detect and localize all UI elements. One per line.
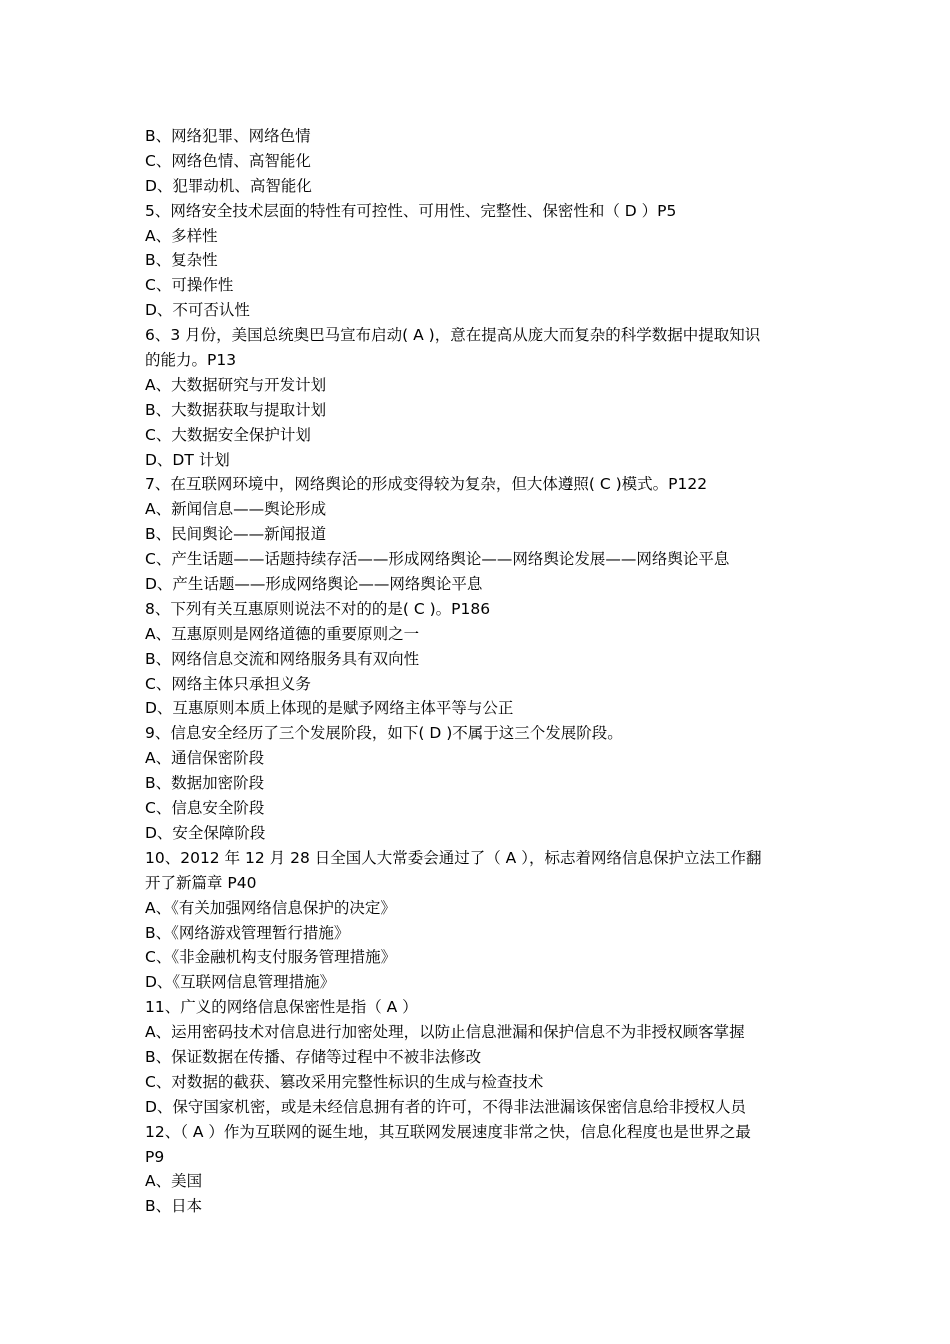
- question-11: 11、广义的网络信息保密性是指（ A ）: [145, 998, 418, 1017]
- option-line: A、大数据研究与开发计划: [145, 375, 327, 394]
- option-line: D、不可否认性: [145, 301, 250, 320]
- option-line: A、运用密码技术对信息进行加密处理，以防止信息泄漏和保护信息不为非授权顾客掌握: [145, 1023, 745, 1042]
- option-line: B、保证数据在传播、存储等过程中不被非法修改: [145, 1047, 482, 1066]
- option-line: A、通信保密阶段: [145, 749, 265, 768]
- option-line: B、网络犯罪、网络色情: [145, 127, 311, 145]
- option-line: B、数据加密阶段: [145, 774, 265, 793]
- question-6-continued: 的能力。P13: [145, 351, 237, 370]
- option-line: A、多样性: [145, 226, 218, 245]
- question-8: 8、下列有关互惠原则说法不对的的是( C )。P186: [145, 599, 491, 618]
- option-line: B、民间舆论——新闻报道: [145, 525, 327, 544]
- option-line: D、保守国家机密，或是未经信息拥有者的许可，不得非法泄漏该保密信息给非授权人员: [145, 1097, 746, 1116]
- question-6: 6、3 月份，美国总统奥巴马宣布启动( A )，意在提高从庞大而复杂的科学数据中提取知识: [145, 326, 761, 345]
- option-line: C、产生话题——话题持续存活——形成网络舆论——网络舆论发展——网络舆论平息: [145, 550, 730, 569]
- option-line: C、网络主体只承担义务: [145, 674, 311, 693]
- option-line: A、新闻信息——舆论形成: [145, 500, 327, 519]
- question-7: 7、在互联网环境中，网络舆论的形成变得较为复杂，但大体遵照( C )模式。P122: [145, 475, 708, 494]
- option-line: D、互惠原则本质上体现的是赋予网络主体平等与公正: [145, 699, 514, 718]
- option-line: C、大数据安全保护计划: [145, 425, 311, 444]
- option-line: B、日本: [145, 1197, 203, 1216]
- option-line: B、复杂性: [145, 251, 218, 270]
- question-10: 10、2012 年 12 月 28 日全国人大常委会通过了（ A ），标志着网络信息保护立法工作翻: [145, 848, 762, 867]
- option-line: D、安全保障阶段: [145, 823, 266, 842]
- option-line: A、互惠原则是网络道德的重要原则之一: [145, 624, 420, 643]
- question-12: 12、（ A ）作为互联网的诞生地，其互联网发展速度非常之快，信息化程度也是世界之最: [145, 1122, 751, 1141]
- option-line: D、犯罪动机、高智能化: [145, 176, 312, 195]
- option-line: B、大数据获取与提取计划: [145, 400, 327, 419]
- question-10-continued: 开了新篇章 P40: [145, 873, 257, 892]
- option-line: B、网络信息交流和网络服务具有双向性: [145, 649, 420, 668]
- option-line: D、《互联网信息管理措施》: [145, 973, 336, 992]
- question-9: 9、信息安全经历了三个发展阶段，如下( D )不属于这三个发展阶段。: [145, 724, 623, 743]
- option-line: A、美国: [145, 1172, 203, 1191]
- option-line: C、网络色情、高智能化: [145, 151, 311, 170]
- option-line: C、可操作性: [145, 276, 234, 295]
- option-line: D、产生话题——形成网络舆论——网络舆论平息: [145, 575, 483, 594]
- option-line: A、《有关加强网络信息保护的决定》: [145, 898, 396, 917]
- option-line: D、DT 计划: [145, 450, 230, 469]
- question-5: 5、网络安全技术层面的特性有可控性、可用性、完整性、保密性和（ D ）P5: [145, 201, 677, 220]
- document-text-body: [145, 124, 810, 1219]
- question-12-continued: P9: [145, 1147, 165, 1166]
- option-line: B、《网络游戏管理暂行措施》: [145, 923, 350, 942]
- option-line: C、对数据的截获、篡改采用完整性标识的生成与检查技术: [145, 1072, 544, 1091]
- option-line: C、《非金融机构支付服务管理措施》: [145, 948, 397, 967]
- option-line: C、信息安全阶段: [145, 799, 265, 818]
